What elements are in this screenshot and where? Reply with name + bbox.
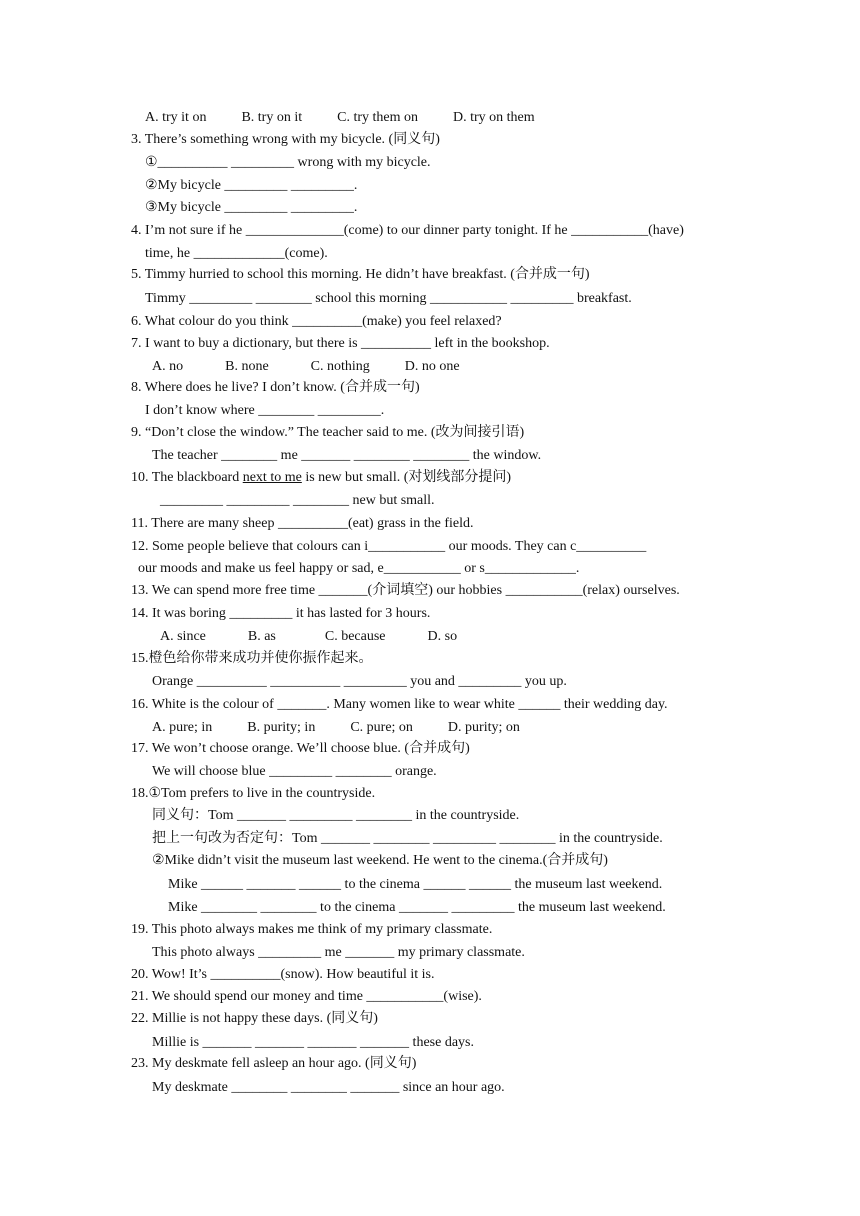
q15-answer: Orange __________ __________ _________ you and _________ you up. <box>152 674 567 689</box>
q10-underlined-part: next to me <box>242 470 302 485</box>
q17-answer: We will choose blue _________ ________ orange. <box>152 764 437 779</box>
q9-question: 9. “Don’t close the window.” The teacher said to me. (改为间接引语) <box>131 425 525 440</box>
q3-answer-2: ②My bicycle _________ _________. <box>145 178 358 193</box>
q10-text-start: 10. The blackboard <box>131 470 243 485</box>
q16-question: 16. White is the colour of _______. Many women like to wear white ______ their wedding day. <box>131 697 668 712</box>
q8-question: 8. Where does he live? I don’t know. (合并成一句) <box>131 380 420 395</box>
q14-options: A. since B. as C. because D. so <box>160 629 458 644</box>
q22-question: 22. Millie is not happy these days. (同义句) <box>131 1011 378 1026</box>
q16-options: A. pure; in B. purity; in C. pure; on D. purity; on <box>152 720 520 735</box>
q4-question: 4. I’m not sure if he ______________(come) to our dinner party tonight. If he ___________(have) <box>131 223 684 238</box>
q3-answer-1: ①__________ _________ wrong with my bicycle. <box>145 155 431 170</box>
q7-question: 7. I want to buy a dictionary, but there is __________ left in the bookshop. <box>131 336 550 351</box>
q18-synonym: 同义句：Tom _______ _________ ________ in the countryside. <box>152 808 520 823</box>
q18-part2-answer-1: Mike ______ _______ ______ to the cinema ______ ______ the museum last weekend. <box>168 877 663 892</box>
q18-question: 18.①Tom prefers to live in the countryside. <box>131 786 376 801</box>
q4-question-cont: time, he _____________(come). <box>145 246 328 261</box>
q19-question: 19. This photo always makes me think of my primary classmate. <box>131 922 493 937</box>
q8-answer: I don’t know where ________ _________. <box>145 403 385 418</box>
q5-question: 5. Timmy hurried to school this morning. He didn’t have breakfast. (合并成一句) <box>131 267 590 282</box>
q6-question: 6. What colour do you think __________(make) you feel relaxed? <box>131 314 502 329</box>
q18-part2-answer-2: Mike ________ ________ to the cinema _______ _________ the museum last weekend. <box>168 900 666 915</box>
q12-question: 12. Some people believe that colours can i___________ our moods. They can c__________ <box>131 539 647 554</box>
q3-answer-3: ③My bicycle _________ _________. <box>145 200 358 215</box>
q15-question: 15.橙色给你带来成功并使你振作起来。 <box>131 651 373 666</box>
q18-part2-question: ②Mike didn’t visit the museum last weekend. He went to the cinema.(合并成句) <box>152 853 608 868</box>
q17-question: 17. We won’t choose orange. We’ll choose blue. (合并成句) <box>131 741 470 756</box>
q18-negative: 把上一句改为否定句：Tom _______ ________ _________ ________ in the countryside. <box>152 831 663 846</box>
q20-question: 20. Wow! It’s __________(snow). How beautiful it is. <box>131 967 435 982</box>
q7-options: A. no B. none C. nothing D. no one <box>152 359 460 374</box>
q13-question: 13. We can spend more free time _______(介词填空) our hobbies ___________(relax) ourselves. <box>131 583 680 598</box>
q21-question: 21. We should spend our money and time ___________(wise). <box>131 989 482 1004</box>
q10-answer: _________ _________ ________ new but small. <box>160 493 435 508</box>
q14-question: 14. It was boring _________ it has lasted for 3 hours. <box>131 606 431 621</box>
q3-question: 3. There’s something wrong with my bicycle. (同义句) <box>131 132 440 147</box>
q2-options: A. try it on B. try on it C. try them on D. try on them <box>145 110 535 125</box>
q11-question: 11. There are many sheep __________(eat) grass in the field. <box>131 516 474 531</box>
q12-question-cont: our moods and make us feel happy or sad, e___________ or s_____________. <box>138 561 580 576</box>
q9-answer: The teacher ________ me _______ ________ ________ the window. <box>152 448 542 463</box>
q23-question: 23. My deskmate fell asleep an hour ago. (同义句) <box>131 1056 417 1071</box>
q5-answer: Timmy _________ ________ school this morning ___________ _________ breakfast. <box>145 291 632 306</box>
q10-question <box>131 469 511 487</box>
q23-answer: My deskmate ________ ________ _______ since an hour ago. <box>152 1080 505 1095</box>
q10-text-end: is new but small. (对划线部分提问) <box>301 470 512 485</box>
q22-answer: Millie is _______ _______ _______ _______ these days. <box>152 1035 474 1050</box>
q19-answer: This photo always _________ me _______ my primary classmate. <box>152 945 525 960</box>
